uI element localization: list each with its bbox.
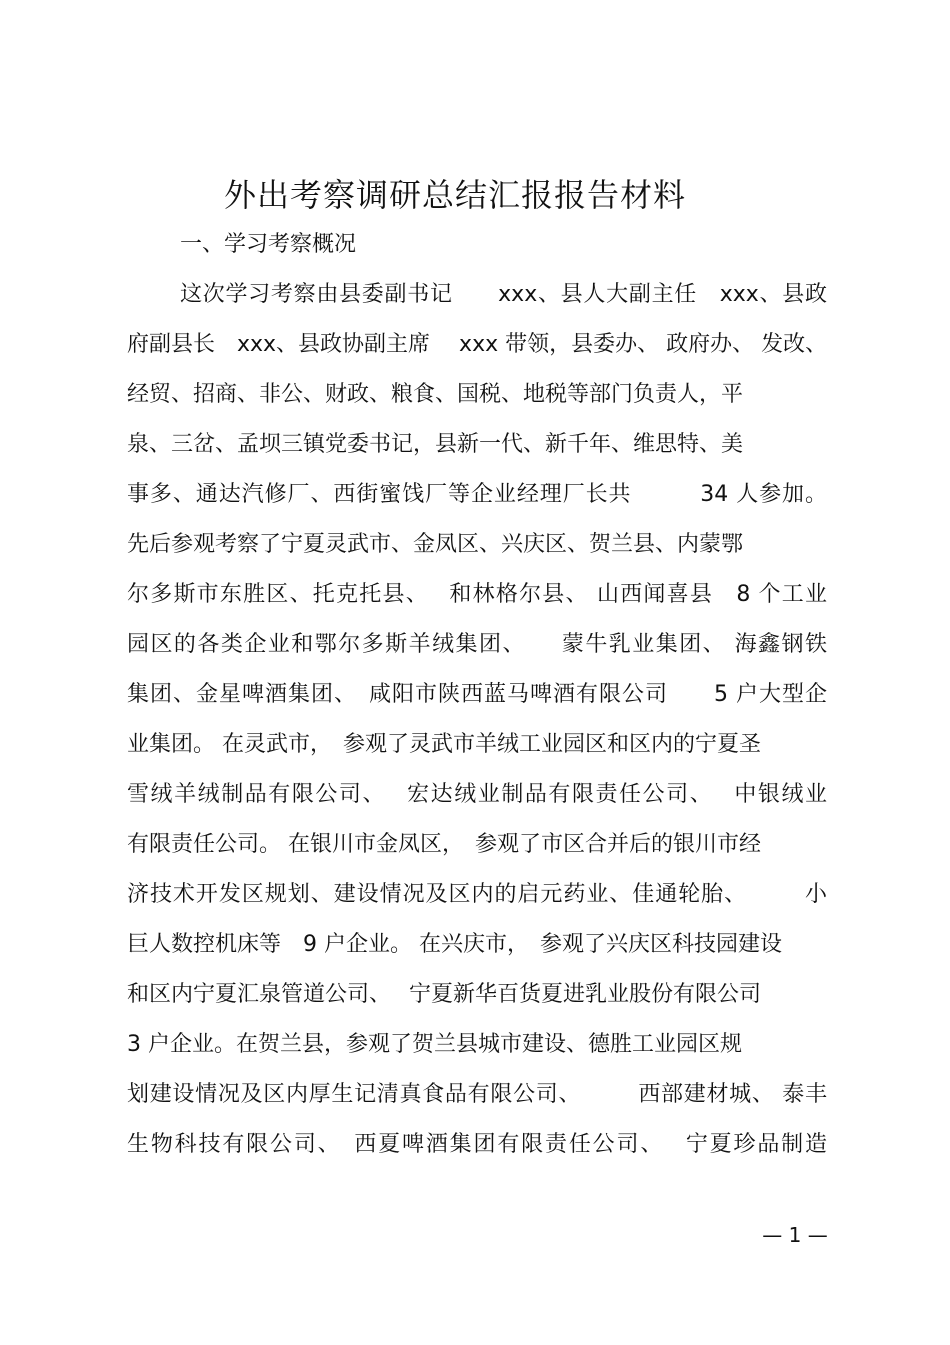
- paragraph-line: 经贸、招商、非公、财政、粮食、国税、地税等部门负责人，平: [127, 382, 744, 407]
- paragraph-line: 济技术开发区规划、建设情况及区内的启元药业、佳通轮胎、 小: [127, 882, 827, 907]
- paragraph-line: 泉、三岔、孟坝三镇党委书记，县新一代、新千年、维思特、美: [127, 432, 744, 457]
- paragraph-line: 这次学习考察由县委副书记 xxx、县人大副主任 xxx、县政: [180, 282, 827, 307]
- paragraph-line: 生物科技有限公司、 西夏啤酒集团有限责任公司、 宁夏珍品制造: [127, 1132, 827, 1157]
- paragraph-line: 集团、金星啤酒集团、 咸阳市陕西蓝马啤酒有限公司 5 户大型企: [127, 682, 827, 707]
- paragraph-line: 园区的各类企业和鄂尔多斯羊绒集团、 蒙牛乳业集团、 海鑫钢铁: [127, 632, 827, 657]
- document-title: 外出考察调研总结汇报报告材料: [223, 176, 686, 214]
- page-number: — 1 —: [762, 1223, 828, 1247]
- paragraph-line: 和区内宁夏汇泉管道公司、 宁夏新华百货夏进乳业股份有限公司: [127, 982, 761, 1007]
- paragraph-line: 业集团。 在灵武市， 参观了灵武市羊绒工业园区和区内的宁夏圣: [127, 732, 761, 757]
- paragraph-line: 尔多斯市东胜区、托克托县、 和林格尔县、 山西闻喜县 8 个工业: [127, 582, 827, 607]
- paragraph-line: 巨人数控机床等 9 户企业。 在兴庆市， 参观了兴庆区科技园建设: [127, 932, 782, 957]
- paragraph-line: 划建设情况及区内厚生记清真食品有限公司、 西部建材城、 泰丰: [127, 1082, 827, 1107]
- paragraph-line: 雪绒羊绒制品有限公司、 宏达绒业制品有限责任公司、 中银绒业: [127, 782, 827, 807]
- paragraph-line: 府副县长 xxx、县政协副主席 xxx 带领，县委办、 政府办、 发改、: [127, 332, 828, 357]
- paragraph-line: 先后参观考察了宁夏灵武市、金凤区、兴庆区、贺兰县、内蒙鄂: [127, 532, 744, 557]
- paragraph-line: 3 户企业。在贺兰县，参观了贺兰县城市建设、德胜工业园区规: [127, 1032, 742, 1057]
- section-heading: 一、学习考察概况: [180, 232, 357, 257]
- paragraph-line: 事多、通达汽修厂、西街蜜饯厂等企业经理厂长共 34 人参加。: [127, 482, 827, 507]
- paragraph-line: 有限责任公司。 在银川市金凤区， 参观了市区合并后的银川市经: [127, 832, 761, 857]
